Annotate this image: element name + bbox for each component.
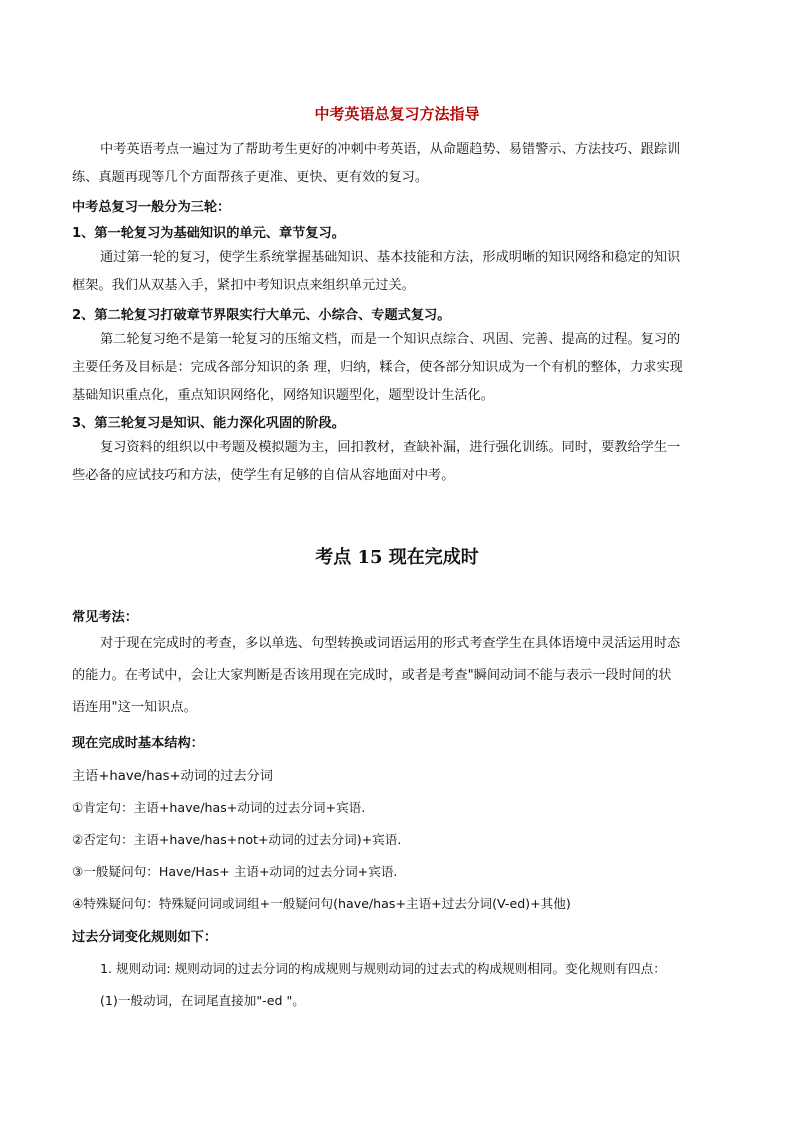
general-question: ③一般疑问句：Have/Has+ 主语+动词的过去分词+宾语. [72, 864, 398, 879]
past-participle-heading: 过去分词变化规则如下： [72, 930, 218, 945]
common-heading: 常见考法： [72, 610, 138, 625]
structure-heading: 现在完成时基本结构： [72, 736, 204, 751]
round2-line-3: 基础知识重点化，重点知识网络化，网络知识题型化，题型设计生活化。 [72, 388, 494, 403]
round2-line-1: 第二轮复习绝不是第一轮复习的压缩文档，而是一个知识点综合、巩固、完善、提高的过程。复习的 [100, 332, 681, 347]
common-line-1: 对于现在完成时的考查，多以单选、句型转换或词语运用的形式考查学生在具体语境中灵活运用时态 [100, 636, 681, 651]
round1-heading: 1、第一轮复习为基础知识的单元、章节复习。 [72, 226, 345, 241]
special-question: ④特殊疑问句：特殊疑问词或词组+一般疑问句(have/has+主语+过去分词(V-ed)+其他) [72, 896, 571, 911]
regular-verb-rule: 1. 规则动词: 规则动词的过去分词的构成规则与规则动词的过去式的构成规则相同。变化规则有四点： [100, 961, 666, 976]
round2-line-2: 主要任务及目标是：完成各部分知识的条 理，归纳，糅合，使各部分知识成为一个有机的整体，力求实现 [72, 360, 683, 375]
round1-line-1: 通过第一轮的复习，使学生系统掌握基础知识、基本技能和方法，形成明晰的知识网络和稳定的知识 [100, 250, 681, 265]
document-title: 中考英语总复习方法指导 [314, 105, 480, 123]
section-title: 考点 15 现在完成时 [315, 547, 479, 568]
intro-line-1: 中考英语考点一遍过为了帮助考生更好的冲刺中考英语，从命题趋势、易错警示、方法技巧、跟踪训 [100, 142, 681, 157]
negative-sentence: ②否定句：主语+have/has+not+动词的过去分词)+宾语. [72, 832, 402, 847]
round2-heading: 2、第二轮复习打破章节界限实行大单元、小综合、专题式复习。 [72, 308, 451, 323]
round3-heading: 3、第三轮复习是知识、能力深化巩固的阶段。 [72, 416, 345, 431]
rounds-heading: 中考总复习一般分为三轮： [72, 200, 231, 215]
round1-line-2: 框架。我们从双基入手，紧扣中考知识点来组织单元过关。 [72, 278, 415, 293]
rule-1: (1)一般动词，在词尾直接加"-ed "。 [100, 993, 305, 1008]
common-line-2: 的能力。在考试中，会让大家判断是否该用现在完成时，或者是考查"瞬间动词不能与表示一段时间的状 [72, 668, 672, 683]
round3-line-1: 复习资料的组织以中考题及模拟题为主，回扣教材，查缺补漏，进行强化训练。同时，要教给学生一 [100, 440, 681, 455]
round3-line-2: 些必备的应试技巧和方法，使学生有足够的自信从容地面对中考。 [72, 468, 455, 483]
intro-line-2: 练、真题再现等几个方面帮孩子更准、更快、更有效的复习。 [72, 170, 429, 185]
affirmative-sentence: ①肯定句：主语+have/has+动词的过去分词+宾语. [72, 800, 366, 815]
structure-line: 主语+have/has+动词的过去分词 [72, 769, 273, 784]
common-line-3: 语连用"这一知识点。 [72, 700, 197, 715]
